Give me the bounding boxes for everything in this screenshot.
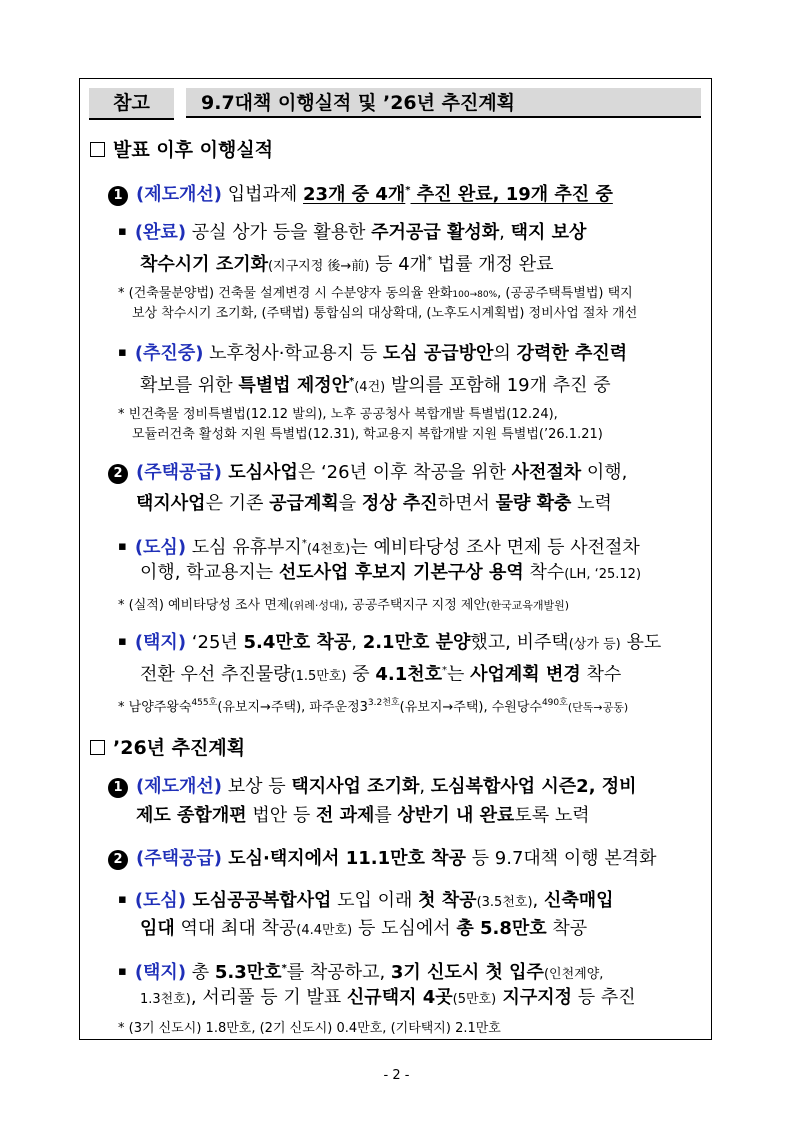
note-completed-laws-line2: 보상 착수시기 조기화, (주택법) 통합심의 대상확대, (노후도시계획법) 정비사업 절차 개선 (132, 306, 638, 321)
note-special-acts: * 빈건축물 정비특별법(12.12 발의), 노후 공공청사 복합개발 특별법(12.24), (118, 407, 558, 422)
bullet-urban: ▪ (도심) 도심 유휴부지*(4천호)는 예비타당성 조사 면제 등 사전절차 (118, 537, 640, 558)
note-urban-results: * (실적) 예비타당성 조사 면제(위례·성대), 공공주택지구 지정 제안(한국교육개발원) (118, 598, 569, 613)
item-housing-supply-line2: 택지사업은 기존 공급계획을 정상 추진하면서 물량 확충 노력 (136, 493, 612, 514)
section-heading-performance: 발표 이후 이행실적 (90, 135, 273, 162)
checkbox-square-icon (90, 740, 105, 755)
page-number: - 2 - (383, 1068, 410, 1083)
plan-item-institutional-reform: 1 (제도개선) 보상 등 택지사업 조기화, 도심복합사업 시즌2, 정비 (108, 771, 637, 803)
bullet-in-progress-line2: 확보를 위한 특별법 제정안*(4건) 발의를 포함해 19개 추진 중 (140, 375, 611, 396)
note-special-acts-line2: 모듈러건축 활성화 지원 특별법(12.31), 학교용지 복합개발 지원 특별법(’26.1.21) (132, 427, 603, 442)
note-site-examples: * 남양주왕숙$^{455호}$(유보지→주택), 파주운정$3^{3.2천호}$(유보지→주택), 수원당수$^{490호}$(단독→공동) (118, 698, 629, 715)
bullet-completed: ▪ (완료) 공실 상가 등을 활용한 주거공급 활성화, 택지 보상 (118, 222, 587, 243)
item-housing-supply: 2 (주택공급) 도심사업은 ‘26년 이후 착공을 위한 사전절차 이행, (108, 457, 627, 489)
item-institutional-reform: 1 (제도개선) 입법과제 23개 중 4개* 추진 완료, 19개 추진 중 (108, 175, 613, 211)
number-circle-icon: 2 (108, 464, 128, 484)
number-circle-icon: 1 (108, 186, 128, 206)
bullet-in-progress: ▪ (추진중) 노후청사·학교용지 등 도심 공급방안의 강력한 추진력 (118, 343, 628, 364)
document-frame (79, 78, 712, 1040)
reference-label: 참고 (89, 88, 174, 120)
plan-item-housing-supply: 2 (주택공급) 도심·택지에서 11.1만호 착공 등 9.7대책 이행 본격화 (108, 843, 657, 875)
plan-bullet-urban-line2: 임대 역대 최대 착공(4.4만호) 등 도심에서 총 5.8만호 착공 (140, 918, 588, 939)
bullet-site: ▪ (택지) ‘25년 5.4만호 착공, 2.1만호 분양했고, 비주택(상가 등) 용도 (118, 632, 662, 653)
plan-bullet-site: ▪ (택지) 총 5.3만호*를 착공하고, 3기 신도시 첫 입주(인천계양, (118, 962, 604, 983)
number-circle-icon: 1 (108, 778, 128, 798)
checkbox-square-icon (90, 142, 105, 157)
number-circle-icon: 2 (108, 850, 128, 870)
plan-bullet-site-line2: 1.3천호), 서리풀 등 기 발표 신규택지 4곳(5만호) 지구지정 등 추진 (140, 987, 636, 1008)
bullet-urban-line2: 이행, 학교용지는 선도사업 후보지 기본구상 용역 착수(LH, ‘25.12) (140, 562, 642, 583)
document-title: 9.7대책 이행실적 및 ’26년 추진계획 (186, 88, 701, 118)
plan-item-institutional-reform-line2: 제도 종합개편 법안 등 전 과제를 상반기 내 완료토록 노력 (136, 805, 590, 826)
note-completed-laws: * (건축물분양법) 건축물 설계변경 시 수분양자 동의율 완화100→80%, (공공주택특별법) 택지 (118, 286, 633, 301)
bullet-completed-line2: 착수시기 조기화(지구지정 後→前) 등 4개* 법률 개정 완료 (140, 254, 554, 275)
document-header (89, 88, 701, 120)
section-heading-plan: ’26년 추진계획 (90, 733, 245, 760)
bullet-site-line2: 전환 우선 추진물량(1.5만호) 중 4.1천호*는 사업계획 변경 착수 (140, 664, 622, 685)
plan-bullet-urban: ▪ (도심) 도심공공복합사업 도입 이래 첫 착공(3.5천호), 신축매입 (118, 890, 614, 911)
note-plan-breakdown: * (3기 신도시) 1.8만호, (2기 신도시) 0.4만호, (기타택지) 2.1만호 (118, 1021, 501, 1036)
